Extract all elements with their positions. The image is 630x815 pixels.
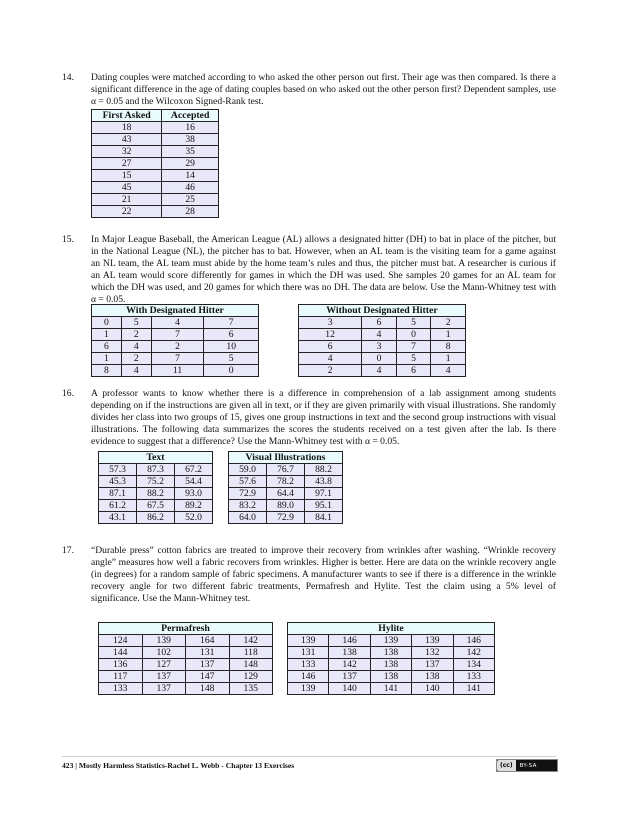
- table-cell: 146: [329, 635, 370, 647]
- table-header-row: [99, 623, 273, 635]
- table-cell: 137: [142, 683, 186, 695]
- table-cell: 133: [288, 659, 329, 671]
- table-cell: 72.9: [229, 488, 267, 500]
- license-type: BY-SA: [519, 762, 537, 769]
- table-cell: 84.1: [304, 512, 342, 524]
- table-cell: 10: [204, 341, 259, 353]
- table-cell: 140: [329, 683, 370, 695]
- table-cell: 137: [412, 659, 453, 671]
- table-cell: 6: [362, 317, 397, 329]
- table-row: [229, 464, 343, 476]
- table-row: [288, 671, 495, 683]
- table-row: [299, 341, 466, 353]
- table-cell: 89.2: [175, 500, 213, 512]
- table-cell: 89.0: [266, 500, 304, 512]
- data-table-dating-ages: [91, 109, 219, 218]
- table-row: [229, 488, 343, 500]
- table-cell: 8: [92, 365, 122, 377]
- table-row: [99, 683, 273, 695]
- table-row: [92, 365, 259, 377]
- table-cell: 117: [99, 671, 143, 683]
- table-cell: 6: [396, 365, 431, 377]
- table-title: Text: [99, 452, 213, 464]
- table-header-row: [288, 623, 495, 635]
- table-cell: 88.2: [137, 488, 175, 500]
- table-cell: 132: [412, 647, 453, 659]
- table-header-row: [299, 305, 466, 317]
- table-row: [92, 170, 219, 182]
- table-row: [99, 671, 273, 683]
- table-header-row: [229, 452, 343, 464]
- table-cell: 86.2: [137, 512, 175, 524]
- table-cell: 87.1: [99, 488, 137, 500]
- table-cell: 133: [99, 683, 143, 695]
- table-cell: 0: [92, 317, 122, 329]
- table-cell: 2: [299, 365, 362, 377]
- table-cell: 27: [92, 158, 162, 170]
- table-cell: 7: [204, 317, 259, 329]
- table-row: [99, 512, 213, 524]
- table-header-row: [92, 110, 219, 122]
- table-cell: 38: [162, 134, 219, 146]
- question-number: 15.: [62, 234, 74, 245]
- table-cell: 137: [142, 671, 186, 683]
- table-row: [299, 353, 466, 365]
- table-cell: 46: [162, 182, 219, 194]
- table-row: [299, 365, 466, 377]
- column-header: Accepted: [162, 110, 219, 122]
- table-cell: 6: [299, 341, 362, 353]
- cc-icon: (cc): [497, 760, 516, 771]
- table-cell: 5: [204, 353, 259, 365]
- table-cell: 61.2: [99, 500, 137, 512]
- table-cell: 139: [142, 635, 186, 647]
- table-cell: 133: [453, 671, 494, 683]
- table-cell: 14: [162, 170, 219, 182]
- table-cell: 142: [453, 647, 494, 659]
- table-cell: 134: [453, 659, 494, 671]
- table-row: [99, 476, 213, 488]
- table-cell: 28: [162, 206, 219, 218]
- question-16: [62, 388, 556, 448]
- table-cell: 18: [92, 122, 162, 134]
- table-row: [288, 683, 495, 695]
- table-title: With Designated Hitter: [92, 305, 259, 317]
- table-cell: 1: [92, 353, 122, 365]
- table-cell: 102: [142, 647, 186, 659]
- table-cell: 67.5: [137, 500, 175, 512]
- table-cell: 2: [151, 341, 204, 353]
- table-cell: 124: [99, 635, 143, 647]
- table-cell: 35: [162, 146, 219, 158]
- table-cell: 72.9: [266, 512, 304, 524]
- table-cell: 138: [370, 659, 411, 671]
- table-row: [92, 317, 259, 329]
- data-table-with-dh: [91, 304, 259, 377]
- table-cell: 131: [186, 647, 230, 659]
- table-cell: 76.7: [266, 464, 304, 476]
- table-cell: 141: [453, 683, 494, 695]
- table-cell: 1: [431, 353, 466, 365]
- table-cell: 6: [92, 341, 122, 353]
- table-row: [229, 476, 343, 488]
- table-title: Visual Illustrations: [229, 452, 343, 464]
- table-cell: 52.0: [175, 512, 213, 524]
- table-row: [229, 500, 343, 512]
- table-cell: 5: [121, 317, 151, 329]
- table-cell: 25: [162, 194, 219, 206]
- table-row: [299, 317, 466, 329]
- question-17: [62, 545, 556, 605]
- table-cell: 4: [362, 365, 397, 377]
- table-cell: 140: [412, 683, 453, 695]
- table-row: [99, 635, 273, 647]
- table-cell: 142: [329, 659, 370, 671]
- data-table-without-dh: [298, 304, 466, 377]
- table-cell: 0: [204, 365, 259, 377]
- table-row: [288, 635, 495, 647]
- table-cell: 137: [329, 671, 370, 683]
- table-cell: 136: [99, 659, 143, 671]
- table-cell: 43: [92, 134, 162, 146]
- table-cell: 1: [431, 329, 466, 341]
- question-number: 14.: [62, 72, 74, 83]
- table-cell: 32: [92, 146, 162, 158]
- table-cell: 22: [92, 206, 162, 218]
- footer-page-info: 423 | Mostly Harmless Statistics-Rachel L. Webb - Chapter 13 Exercises: [62, 761, 295, 770]
- table-cell: 59.0: [229, 464, 267, 476]
- table-title: Without Designated Hitter: [299, 305, 466, 317]
- table-header-row: [92, 305, 259, 317]
- question-text: A professor wants to know whether there is a difference in comprehension of a lab assignment among students depending on if the instructions are given all in text, or if they are given primarily with visual illustrations. She randomly divides her class into two groups of 15, gives one group instructions in text and the second group instructions with visual illustrations. The following data summarizes the scores the students received on a test given after the lab. Is there evidence to suggest that a difference? Use the Mann-Whitney test with α = 0.05.: [91, 388, 556, 447]
- question-14: [62, 72, 556, 108]
- table-cell: 88.2: [304, 464, 342, 476]
- table-cell: 131: [288, 647, 329, 659]
- table-cell: 139: [412, 635, 453, 647]
- table-cell: 7: [151, 329, 204, 341]
- table-cell: 4: [121, 365, 151, 377]
- table-cell: 43.1: [99, 512, 137, 524]
- table-cell: 54.4: [175, 476, 213, 488]
- table-cell: 6: [204, 329, 259, 341]
- table-cell: 7: [396, 341, 431, 353]
- question-15: [62, 234, 556, 305]
- table-cell: 2: [121, 329, 151, 341]
- table-row: [99, 500, 213, 512]
- table-row: [92, 194, 219, 206]
- table-row: [229, 512, 343, 524]
- table-cell: 11: [151, 365, 204, 377]
- table-cell: 21: [92, 194, 162, 206]
- table-cell: 15: [92, 170, 162, 182]
- table-row: [92, 353, 259, 365]
- table-row: [288, 647, 495, 659]
- table-cell: 29: [162, 158, 219, 170]
- question-number: 17.: [62, 545, 74, 556]
- table-title: Permafresh: [99, 623, 273, 635]
- table-row: [92, 329, 259, 341]
- data-table-hylite: [287, 622, 495, 695]
- table-cell: 78.2: [266, 476, 304, 488]
- table-cell: 7: [151, 353, 204, 365]
- table-cell: 118: [229, 647, 273, 659]
- table-cell: 4: [151, 317, 204, 329]
- table-cell: 135: [229, 683, 273, 695]
- table-cell: 5: [396, 353, 431, 365]
- data-table-permafresh: [98, 622, 273, 695]
- table-cell: 148: [186, 683, 230, 695]
- table-cell: 137: [186, 659, 230, 671]
- table-row: [92, 206, 219, 218]
- table-cell: 0: [362, 353, 397, 365]
- table-row: [92, 158, 219, 170]
- table-cell: 83.2: [229, 500, 267, 512]
- question-text: “Durable press” cotton fabrics are treated to improve their recovery from wrinkles after washing. “Wrinkle recovery angle” measures how well a fabric recovers from wrinkles. Higher is better. Here are data on the wrinkle recovery angle (in degrees) for a random sample of fabric specimens. A manufacturer wants to see if there is a difference in the wrinkle recovery angle for two different fabric treatments, Permafresh and Hylite. Test the claim using a 5% level of significance. Use the Mann-Whitney test.: [91, 545, 556, 604]
- table-cell: 139: [288, 635, 329, 647]
- table-cell: 45: [92, 182, 162, 194]
- table-cell: 139: [288, 683, 329, 695]
- table-cell: 64.4: [266, 488, 304, 500]
- table-cell: 43.8: [304, 476, 342, 488]
- cc-license-badge: [496, 759, 558, 772]
- table-cell: 87.3: [137, 464, 175, 476]
- table-cell: 3: [362, 341, 397, 353]
- table-cell: 164: [186, 635, 230, 647]
- table-row: [99, 659, 273, 671]
- table-cell: 95.1: [304, 500, 342, 512]
- table-title: Hylite: [288, 623, 495, 635]
- table-header-row: [99, 452, 213, 464]
- table-cell: 4: [121, 341, 151, 353]
- table-cell: 8: [431, 341, 466, 353]
- table-cell: 138: [412, 671, 453, 683]
- table-cell: 97.1: [304, 488, 342, 500]
- table-cell: 93.0: [175, 488, 213, 500]
- table-cell: 57.6: [229, 476, 267, 488]
- table-cell: 129: [229, 671, 273, 683]
- table-cell: 144: [99, 647, 143, 659]
- table-cell: 127: [142, 659, 186, 671]
- data-table-visual-illustrations: [228, 451, 343, 524]
- table-cell: 12: [299, 329, 362, 341]
- table-row: [92, 146, 219, 158]
- table-cell: 138: [370, 647, 411, 659]
- table-cell: 141: [370, 683, 411, 695]
- table-cell: 2: [431, 317, 466, 329]
- table-cell: 148: [229, 659, 273, 671]
- table-cell: 139: [370, 635, 411, 647]
- table-cell: 64.0: [229, 512, 267, 524]
- table-cell: 4: [431, 365, 466, 377]
- table-cell: 142: [229, 635, 273, 647]
- table-cell: 45.3: [99, 476, 137, 488]
- table-cell: 146: [288, 671, 329, 683]
- table-row: [299, 329, 466, 341]
- table-cell: 57.3: [99, 464, 137, 476]
- table-cell: 147: [186, 671, 230, 683]
- table-cell: 4: [299, 353, 362, 365]
- question-number: 16.: [62, 388, 74, 399]
- table-row: [99, 647, 273, 659]
- question-text: Dating couples were matched according to who asked the other person out first. Their age was then compared. Is there a significant difference in the age of dating couples based on who asked out the other person first? Dependent samples, use α = 0.05 and the Wilcoxon Signed-Rank test.: [91, 72, 556, 107]
- table-cell: 0: [396, 329, 431, 341]
- table-cell: 16: [162, 122, 219, 134]
- data-table-text: [98, 451, 213, 524]
- table-row: [92, 134, 219, 146]
- table-row: [92, 341, 259, 353]
- table-row: [99, 488, 213, 500]
- table-cell: 1: [92, 329, 122, 341]
- table-row: [288, 659, 495, 671]
- table-cell: 146: [453, 635, 494, 647]
- footer-divider: [62, 756, 556, 757]
- table-cell: 138: [329, 647, 370, 659]
- table-cell: 4: [362, 329, 397, 341]
- table-cell: 75.2: [137, 476, 175, 488]
- question-text: In Major League Baseball, the American League (AL) allows a designated hitter (DH) to bat in place of the pitcher, but in the National League (NL), the pitcher has to bat. However, when an AL team is the visiting team for a game against an NL team, the AL team must abide by the home team’s rules and thus, the pitcher must bat. A researcher is curious if an AL team would score differently for games in which the DH was used. She samples 20 games for an AL team for which the DH was used, and 20 games for which there was no DH. The data are below. Use the Mann-Whitney test with α = 0.05.: [91, 234, 556, 305]
- column-header: First Asked: [92, 110, 162, 122]
- table-cell: 67.2: [175, 464, 213, 476]
- table-row: [99, 464, 213, 476]
- table-row: [92, 122, 219, 134]
- table-cell: 2: [121, 353, 151, 365]
- table-cell: 3: [299, 317, 362, 329]
- table-row: [92, 182, 219, 194]
- table-cell: 5: [396, 317, 431, 329]
- table-cell: 138: [370, 671, 411, 683]
